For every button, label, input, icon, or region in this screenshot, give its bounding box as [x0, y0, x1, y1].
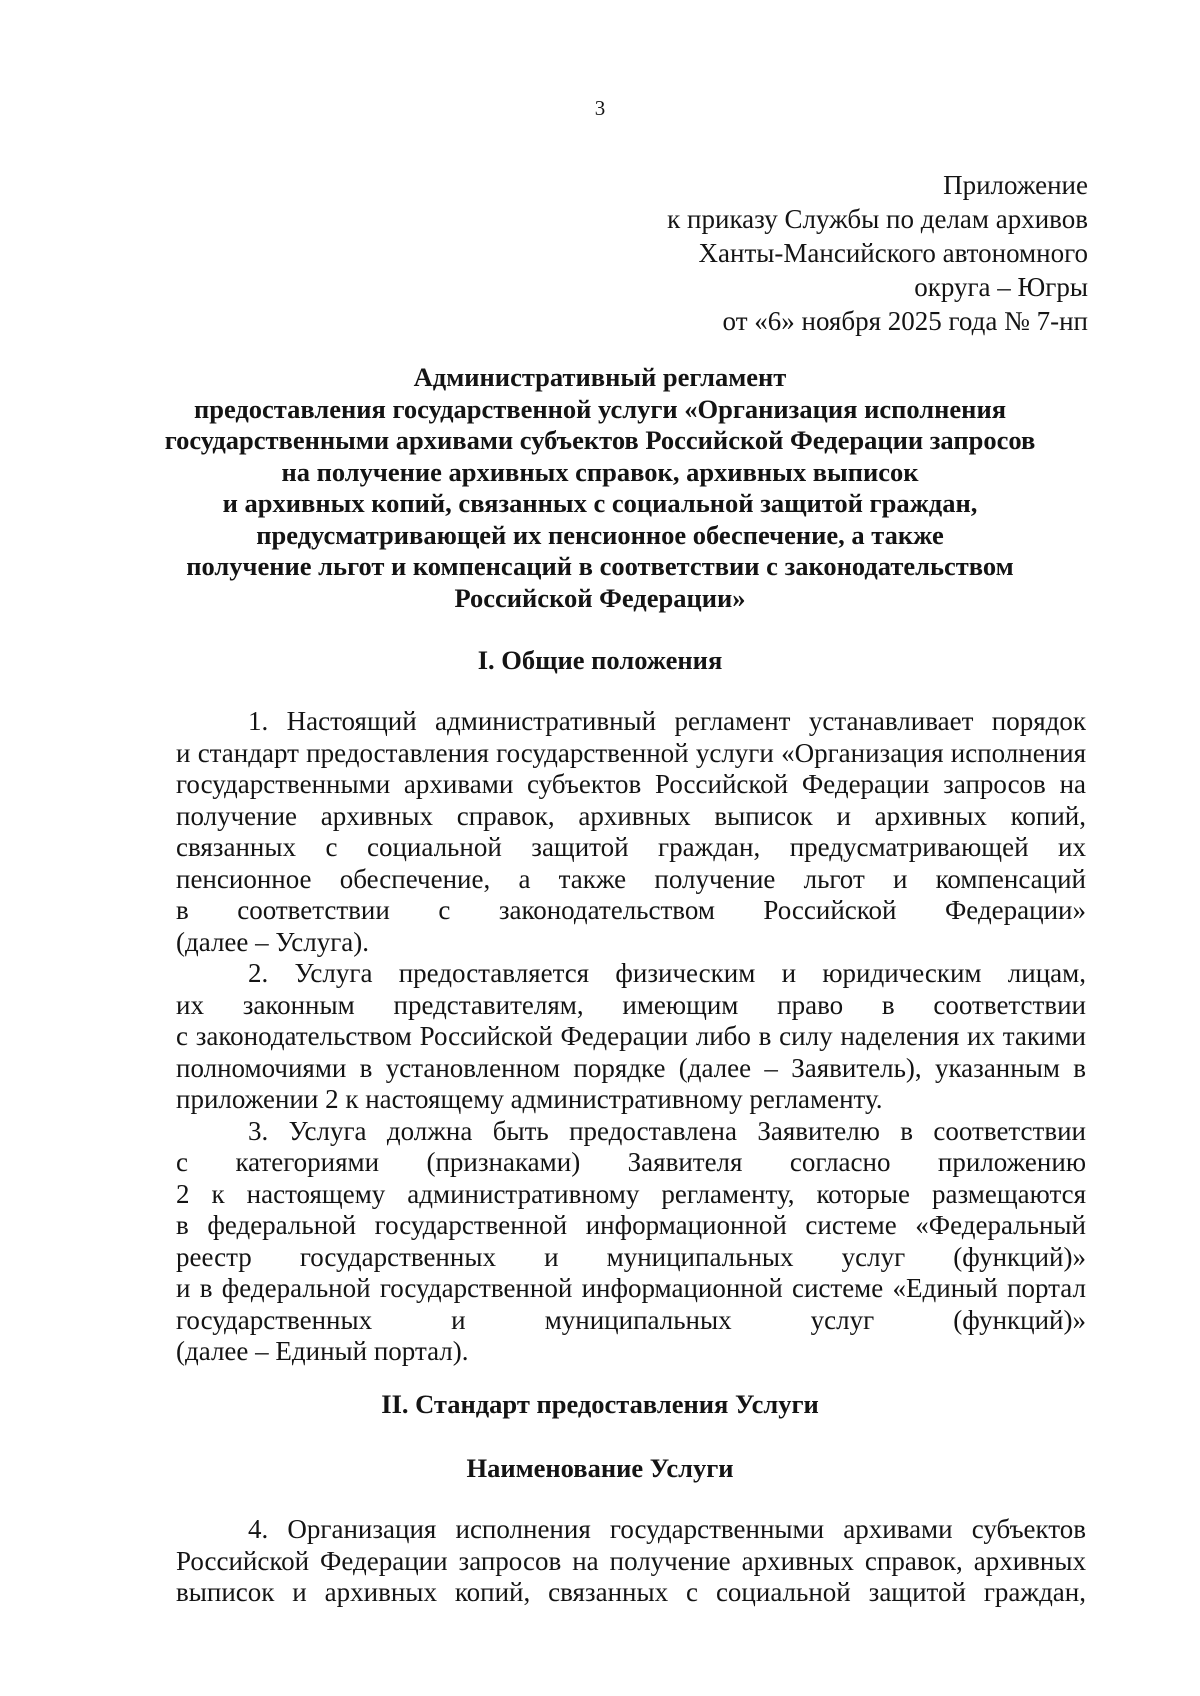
paragraph-line: 2 к настоящему административному регламенту, которые размещаются — [176, 1178, 1086, 1209]
paragraph-line: в федеральной государственной информационной системе «Федеральный — [176, 1210, 1086, 1240]
appendix-line: от «6» ноября 2025 года № 7-нп — [722, 306, 1088, 336]
title-line: государственными архивами субъектов Российской Федерации запросов — [164, 425, 1036, 455]
title-line: на получение архивных справок, архивных выписок — [281, 456, 919, 487]
appendix-line: округа – Югры — [914, 272, 1088, 302]
title-line: Административный регламент — [413, 362, 787, 392]
paragraph-2 — [176, 958, 1086, 1116]
section-1-body — [176, 706, 1086, 1368]
paragraph-line: (далее – Единый портал). — [176, 1336, 469, 1366]
paragraph-line: 3. Услуга должна быть предоставлена Заявителю в соответствии — [248, 1115, 1086, 1146]
paragraph-3 — [176, 1116, 1086, 1368]
paragraph-line: пенсионное обеспечение, а также получение льгот и компенсаций — [176, 863, 1086, 894]
paragraph-line: и стандарт предоставления государственной услуги «Организация исполнения — [176, 737, 1086, 768]
appendix-block — [667, 168, 1088, 338]
paragraph-line: приложении 2 к настоящему административному регламенту. — [176, 1084, 883, 1114]
paragraph-1 — [176, 706, 1086, 958]
paragraph-line: 4. Организация исполнения государственными архивами субъектов — [248, 1514, 1086, 1544]
paragraph-line: государственными архивами субъектов Российской Федерации запросов на — [176, 769, 1086, 799]
title-line: получение льгот и компенсаций в соответствии с законодательством — [186, 551, 1014, 581]
paragraph-line: полномочиями в установленном порядке (далее – Заявитель), указанным в — [176, 1052, 1086, 1083]
title-line: и архивных копий, связанных с социальной защитой граждан, — [222, 488, 978, 518]
title-line: предоставления государственной услуги «Организация исполнения — [193, 393, 1007, 424]
appendix-line: к приказу Службы по делам архивов — [667, 204, 1088, 234]
paragraph-line: 1. Настоящий административный регламент устанавливает порядок — [248, 706, 1086, 736]
paragraph-line: реестр государственных и муниципальных услуг (функций)» — [176, 1241, 1086, 1272]
subsection-heading: Наименование Услуги — [466, 1453, 734, 1483]
paragraph-line: и в федеральной государственной информационной системе «Единый портал — [176, 1273, 1086, 1303]
paragraph-line: 2. Услуга предоставляется физическим и юридическим лицам, — [248, 958, 1086, 988]
paragraph-line: в соответствии с законодательством Российской Федерации» — [176, 895, 1086, 925]
section-2-body — [176, 1514, 1086, 1609]
paragraph-line: связанных с социальной защитой граждан, предусматривающей их — [176, 832, 1086, 862]
title-line: Российской Федерации» — [454, 582, 746, 613]
title-line: предусматривающей их пенсионное обеспечение, а также — [256, 519, 944, 550]
appendix-line: Приложение — [943, 170, 1088, 200]
paragraph-line: с законодательством Российской Федерации либо в силу наделения их такими — [176, 1021, 1086, 1051]
document-title — [0, 362, 1200, 614]
paragraph-line: Российской Федерации запросов на получение архивных справок, архивных — [176, 1545, 1086, 1576]
section-2-heading: II. Стандарт предоставления Услуги — [381, 1389, 819, 1419]
paragraph-line: (далее – Услуга). — [176, 926, 370, 957]
appendix-line: Ханты-Мансийского автономного — [698, 238, 1088, 268]
paragraph-line: государственных и муниципальных услуг (функций)» — [176, 1304, 1086, 1335]
paragraph-line: получение архивных справок, архивных выписок и архивных копий, — [176, 800, 1086, 831]
paragraph-line: их законным представителям, имеющим право в соответствии — [176, 989, 1086, 1020]
page-number: 3 — [594, 96, 606, 120]
paragraph-4 — [176, 1514, 1086, 1609]
paragraph-line: выписок и архивных копий, связанных с социальной защитой граждан, — [176, 1577, 1086, 1607]
paragraph-line: с категориями (признаками) Заявителя согласно приложению — [176, 1147, 1086, 1177]
section-1-heading: I. Общие положения — [477, 645, 723, 675]
